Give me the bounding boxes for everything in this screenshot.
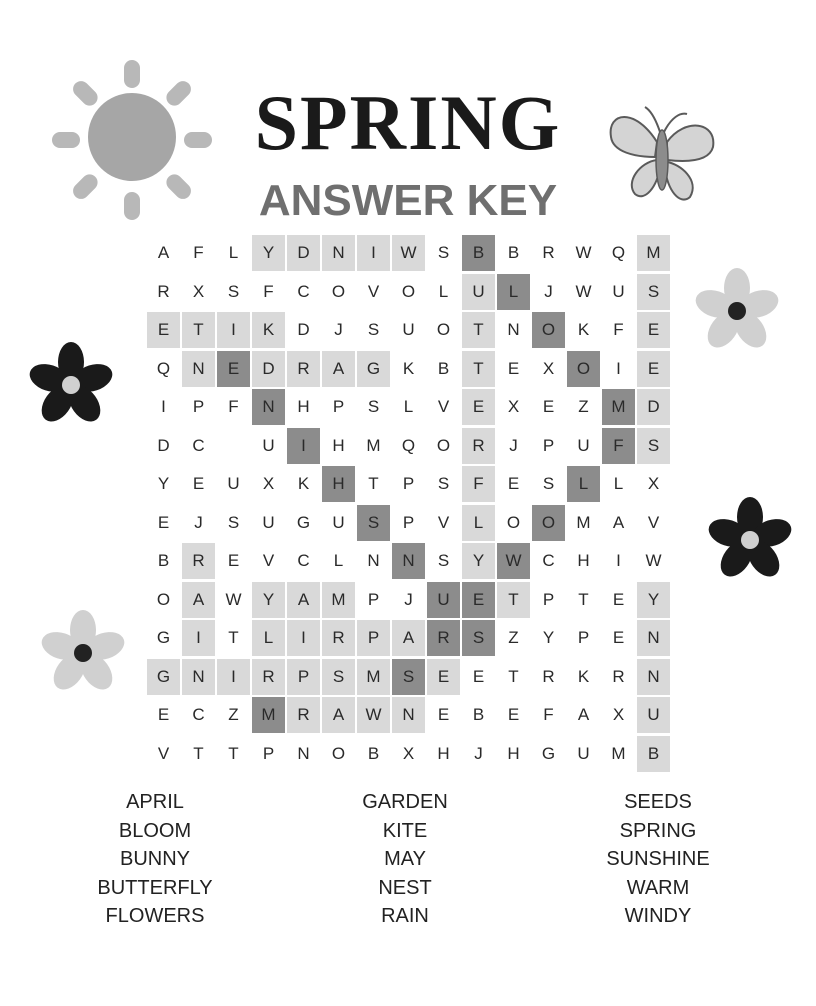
- grid-cell: N: [392, 543, 425, 579]
- grid-cell: E: [192, 474, 205, 493]
- grid-cell: L: [228, 243, 239, 262]
- grid-cell: P: [287, 659, 320, 695]
- grid-cell: X: [192, 281, 205, 301]
- grid-cell: K: [252, 312, 285, 348]
- grid-cell: I: [217, 659, 250, 695]
- grid-cell: E: [147, 312, 180, 348]
- grid-cell: F: [602, 428, 635, 464]
- grid-cell: O: [532, 505, 565, 541]
- grid-cell: P: [357, 620, 390, 656]
- grid-cell: N: [637, 659, 670, 695]
- grid-cell: N: [297, 743, 310, 763]
- grid-cell: N: [182, 351, 215, 387]
- grid-cell: R: [462, 428, 495, 464]
- grid-cell: C: [192, 435, 205, 455]
- grid-cell: N: [367, 551, 380, 570]
- grid-cell: X: [402, 743, 415, 763]
- grid-cell: P: [262, 743, 275, 763]
- grid-cell: J: [334, 320, 343, 339]
- grid-cell: D: [287, 235, 320, 271]
- grid-cell: F: [263, 281, 274, 301]
- grid-cell: N: [322, 235, 355, 271]
- grid-cell: E: [507, 358, 520, 378]
- grid-cell: Q: [611, 243, 626, 262]
- grid-cell: Y: [252, 235, 285, 271]
- grid-cell: H: [437, 743, 450, 763]
- grid-cell: J: [544, 281, 553, 301]
- grid-cell: S: [367, 397, 380, 416]
- grid-cell: T: [228, 743, 239, 763]
- grid-cell: P: [332, 397, 345, 416]
- grid-cell: E: [437, 705, 450, 724]
- word-list-item: BUTTERFLY: [97, 876, 213, 899]
- grid-cell: M: [602, 389, 635, 425]
- grid-cell: L: [438, 281, 449, 301]
- grid-cell: O: [567, 351, 600, 387]
- grid-cell: Y: [542, 628, 555, 647]
- grid-cell: O: [506, 512, 521, 532]
- grid-cell: S: [227, 281, 240, 301]
- word-list-item: RAIN: [381, 905, 429, 928]
- grid-cell: V: [647, 512, 660, 532]
- grid-cell: N: [252, 389, 285, 425]
- grid-cell: E: [462, 582, 495, 618]
- grid-cell: W: [225, 589, 242, 609]
- flower-icon: [38, 608, 128, 698]
- grid-cell: E: [427, 659, 460, 695]
- grid-cell: Q: [156, 358, 171, 378]
- grid-cell: F: [543, 705, 554, 724]
- grid-cell: T: [462, 351, 495, 387]
- grid-cell: C: [542, 551, 555, 570]
- grid-cell: M: [366, 435, 381, 455]
- flower-icon: [705, 495, 795, 585]
- grid-cell: W: [497, 543, 530, 579]
- grid-cell: D: [637, 389, 670, 425]
- grid-cell: P: [577, 628, 590, 647]
- grid-cell: U: [462, 274, 495, 310]
- grid-cell: E: [637, 351, 670, 387]
- grid-cell: L: [462, 505, 495, 541]
- grid-cell: R: [287, 351, 320, 387]
- word-list-item: SPRING: [619, 819, 697, 842]
- grid-cell: R: [287, 697, 320, 733]
- grid-cell: P: [542, 435, 555, 455]
- grid-cell: U: [227, 474, 240, 493]
- grid-cell: B: [367, 743, 380, 763]
- grid-cell: F: [462, 466, 495, 502]
- grid-cell: C: [192, 705, 205, 724]
- grid-cell: X: [542, 358, 555, 378]
- grid-cell: G: [147, 659, 180, 695]
- grid-cell: A: [157, 243, 170, 262]
- word-search-grid: [147, 235, 669, 771]
- grid-cell: Z: [578, 397, 589, 416]
- grid-cell: J: [509, 435, 518, 455]
- grid-cell: E: [462, 389, 495, 425]
- grid-cell: P: [367, 589, 380, 609]
- grid-cell: D: [252, 351, 285, 387]
- grid-cell: Y: [252, 582, 285, 618]
- grid-cell: R: [252, 659, 285, 695]
- grid-cell: L: [252, 620, 285, 656]
- grid-cell: R: [322, 620, 355, 656]
- grid-cell: O: [436, 435, 451, 455]
- grid-cell: Y: [462, 543, 495, 579]
- grid-cell: X: [507, 397, 520, 416]
- word-list-column-3: [543, 788, 773, 931]
- grid-cell: E: [157, 512, 170, 532]
- grid-cell: H: [507, 743, 520, 763]
- grid-cell: L: [497, 274, 530, 310]
- grid-cell: Z: [228, 705, 239, 724]
- grid-cell: B: [637, 736, 670, 772]
- grid-cell: G: [296, 512, 311, 532]
- grid-cell: S: [392, 659, 425, 695]
- grid-cell: O: [532, 312, 565, 348]
- grid-cell: I: [287, 428, 320, 464]
- grid-cell: W: [645, 551, 662, 570]
- grid-cell: I: [287, 620, 320, 656]
- grid-cell: T: [497, 582, 530, 618]
- grid-cell: O: [331, 743, 346, 763]
- grid-cell: T: [508, 666, 519, 686]
- grid-cell: U: [637, 697, 670, 733]
- grid-cell: M: [357, 659, 390, 695]
- grid-cell: E: [227, 551, 240, 570]
- grid-cell: A: [392, 620, 425, 656]
- grid-cell: E: [507, 474, 520, 493]
- grid-cell: K: [577, 320, 590, 339]
- grid-cell: R: [157, 281, 170, 301]
- grid-cell: S: [367, 320, 380, 339]
- grid-cell: E: [612, 628, 625, 647]
- grid-cell: R: [427, 620, 460, 656]
- grid-cell: S: [437, 551, 450, 570]
- grid-cell: M: [637, 235, 670, 271]
- grid-cell: H: [577, 551, 590, 570]
- grid-cell: F: [228, 397, 239, 416]
- grid-cell: X: [647, 474, 660, 493]
- word-list-column-1: [40, 788, 270, 931]
- grid-cell: B: [462, 235, 495, 271]
- grid-cell: F: [193, 243, 204, 262]
- grid-cell: A: [612, 512, 625, 532]
- grid-cell: U: [577, 743, 590, 763]
- grid-cell: C: [297, 551, 310, 570]
- grid-cell: B: [472, 705, 485, 724]
- grid-cell: I: [616, 551, 621, 570]
- grid-cell: I: [357, 235, 390, 271]
- grid-cell: O: [331, 281, 346, 301]
- grid-cell: E: [612, 589, 625, 609]
- word-list-item: NEST: [378, 876, 432, 899]
- grid-cell: S: [637, 428, 670, 464]
- word-list-item: WARM: [626, 876, 690, 899]
- grid-cell: U: [402, 320, 415, 339]
- grid-cell: V: [367, 281, 380, 301]
- grid-cell: I: [161, 397, 166, 416]
- grid-cell: L: [333, 551, 344, 570]
- grid-cell: W: [357, 697, 390, 733]
- word-list-item: MAY: [384, 848, 426, 871]
- grid-cell: M: [252, 697, 285, 733]
- grid-cell: K: [297, 474, 310, 493]
- grid-cell: H: [297, 397, 310, 416]
- grid-cell: U: [262, 435, 275, 455]
- grid-cell: O: [401, 281, 416, 301]
- word-list-item: FLOWERS: [105, 905, 205, 928]
- word-list-item: GARDEN: [362, 791, 448, 813]
- grid-cell: B: [157, 551, 170, 570]
- grid-cell: E: [157, 705, 170, 724]
- grid-cell: C: [297, 281, 310, 301]
- grid-cell: E: [472, 666, 485, 686]
- grid-cell: J: [474, 743, 483, 763]
- grid-cell: R: [612, 666, 625, 686]
- grid-cell: G: [541, 743, 556, 763]
- word-list-item: BLOOM: [118, 819, 192, 842]
- grid-cell: I: [182, 620, 215, 656]
- grid-cell: J: [404, 589, 413, 609]
- grid-cell: F: [613, 320, 624, 339]
- grid-cell: T: [462, 312, 495, 348]
- grid-cell: V: [262, 551, 275, 570]
- grid-cell: T: [228, 628, 239, 647]
- grid-cell: P: [542, 589, 555, 609]
- grid-cell: D: [297, 320, 310, 339]
- grid-cell: G: [156, 628, 171, 647]
- grid-cell: M: [576, 512, 591, 532]
- grid-cell: [217, 428, 250, 464]
- grid-cell: A: [287, 582, 320, 618]
- grid-cell: S: [437, 243, 450, 262]
- grid-cell: T: [193, 743, 204, 763]
- grid-cell: Z: [508, 628, 519, 647]
- grid-cell: G: [357, 351, 390, 387]
- grid-cell: S: [357, 505, 390, 541]
- grid-cell: E: [507, 705, 520, 724]
- page-subtitle: ANSWER KEY: [258, 176, 558, 225]
- grid-cell: U: [262, 512, 275, 532]
- grid-cell: K: [577, 666, 590, 686]
- grid-cell: R: [182, 543, 215, 579]
- grid-cell: S: [322, 659, 355, 695]
- grid-cell: J: [194, 512, 203, 532]
- flower-icon: [692, 266, 782, 356]
- grid-cell: U: [612, 281, 625, 301]
- grid-cell: Q: [401, 435, 416, 455]
- grid-cell: W: [575, 243, 592, 262]
- grid-cell: A: [577, 705, 590, 724]
- grid-cell: R: [542, 666, 555, 686]
- grid-cell: H: [332, 435, 345, 455]
- grid-cell: X: [612, 705, 625, 724]
- word-list-item: BUNNY: [119, 848, 190, 871]
- grid-cell: V: [157, 743, 170, 763]
- grid-cell: S: [462, 620, 495, 656]
- grid-cell: E: [637, 312, 670, 348]
- grid-cell: N: [507, 320, 520, 339]
- grid-cell: S: [542, 474, 555, 493]
- page-title: SPRING: [254, 79, 562, 166]
- grid-cell: A: [182, 582, 215, 618]
- word-list-item: SEEDS: [624, 791, 692, 813]
- grid-cell: N: [637, 620, 670, 656]
- grid-cell: L: [403, 397, 414, 416]
- grid-cell: E: [542, 397, 555, 416]
- grid-cell: P: [402, 512, 415, 532]
- grid-cell: T: [182, 312, 215, 348]
- grid-cell: U: [577, 435, 590, 455]
- grid-cell: O: [436, 320, 451, 339]
- grid-cell: A: [322, 697, 355, 733]
- grid-cell: K: [402, 358, 415, 378]
- grid-cell: V: [437, 397, 450, 416]
- grid-cell: O: [156, 589, 171, 609]
- grid-cell: H: [322, 466, 355, 502]
- grid-cell: Y: [157, 474, 170, 493]
- word-list-column-2: [290, 788, 520, 931]
- grid-cell: Y: [637, 582, 670, 618]
- grid-cell: E: [217, 351, 250, 387]
- grid-cell: W: [575, 281, 592, 301]
- grid-cell: P: [402, 474, 415, 493]
- grid-cell: S: [637, 274, 670, 310]
- flower-icon: [26, 340, 116, 430]
- grid-cell: U: [332, 512, 345, 532]
- grid-cell: B: [507, 243, 520, 262]
- grid-cell: W: [392, 235, 425, 271]
- grid-cell: V: [437, 512, 450, 532]
- grid-cell: N: [392, 697, 425, 733]
- grid-cell: S: [437, 474, 450, 493]
- word-list-item: APRIL: [126, 791, 184, 813]
- grid-cell: N: [182, 659, 215, 695]
- grid-cell: B: [437, 358, 450, 378]
- grid-cell: R: [542, 243, 555, 262]
- grid-cell: A: [322, 351, 355, 387]
- grid-cell: T: [578, 589, 589, 609]
- word-list-item: WINDY: [624, 905, 692, 928]
- grid-cell: S: [227, 512, 240, 532]
- grid-cell: T: [368, 474, 379, 493]
- grid-cell: L: [613, 474, 624, 493]
- grid-cell: D: [157, 435, 170, 455]
- grid-cell: L: [567, 466, 600, 502]
- grid-cell: I: [217, 312, 250, 348]
- grid-cell: P: [192, 397, 205, 416]
- grid-cell: X: [262, 474, 275, 493]
- word-list-item: SUNSHINE: [606, 848, 710, 871]
- grid-cell: M: [322, 582, 355, 618]
- word-list-item: KITE: [382, 819, 428, 842]
- grid-cell: M: [611, 743, 626, 763]
- grid-cell: I: [616, 358, 621, 378]
- grid-cell: U: [427, 582, 460, 618]
